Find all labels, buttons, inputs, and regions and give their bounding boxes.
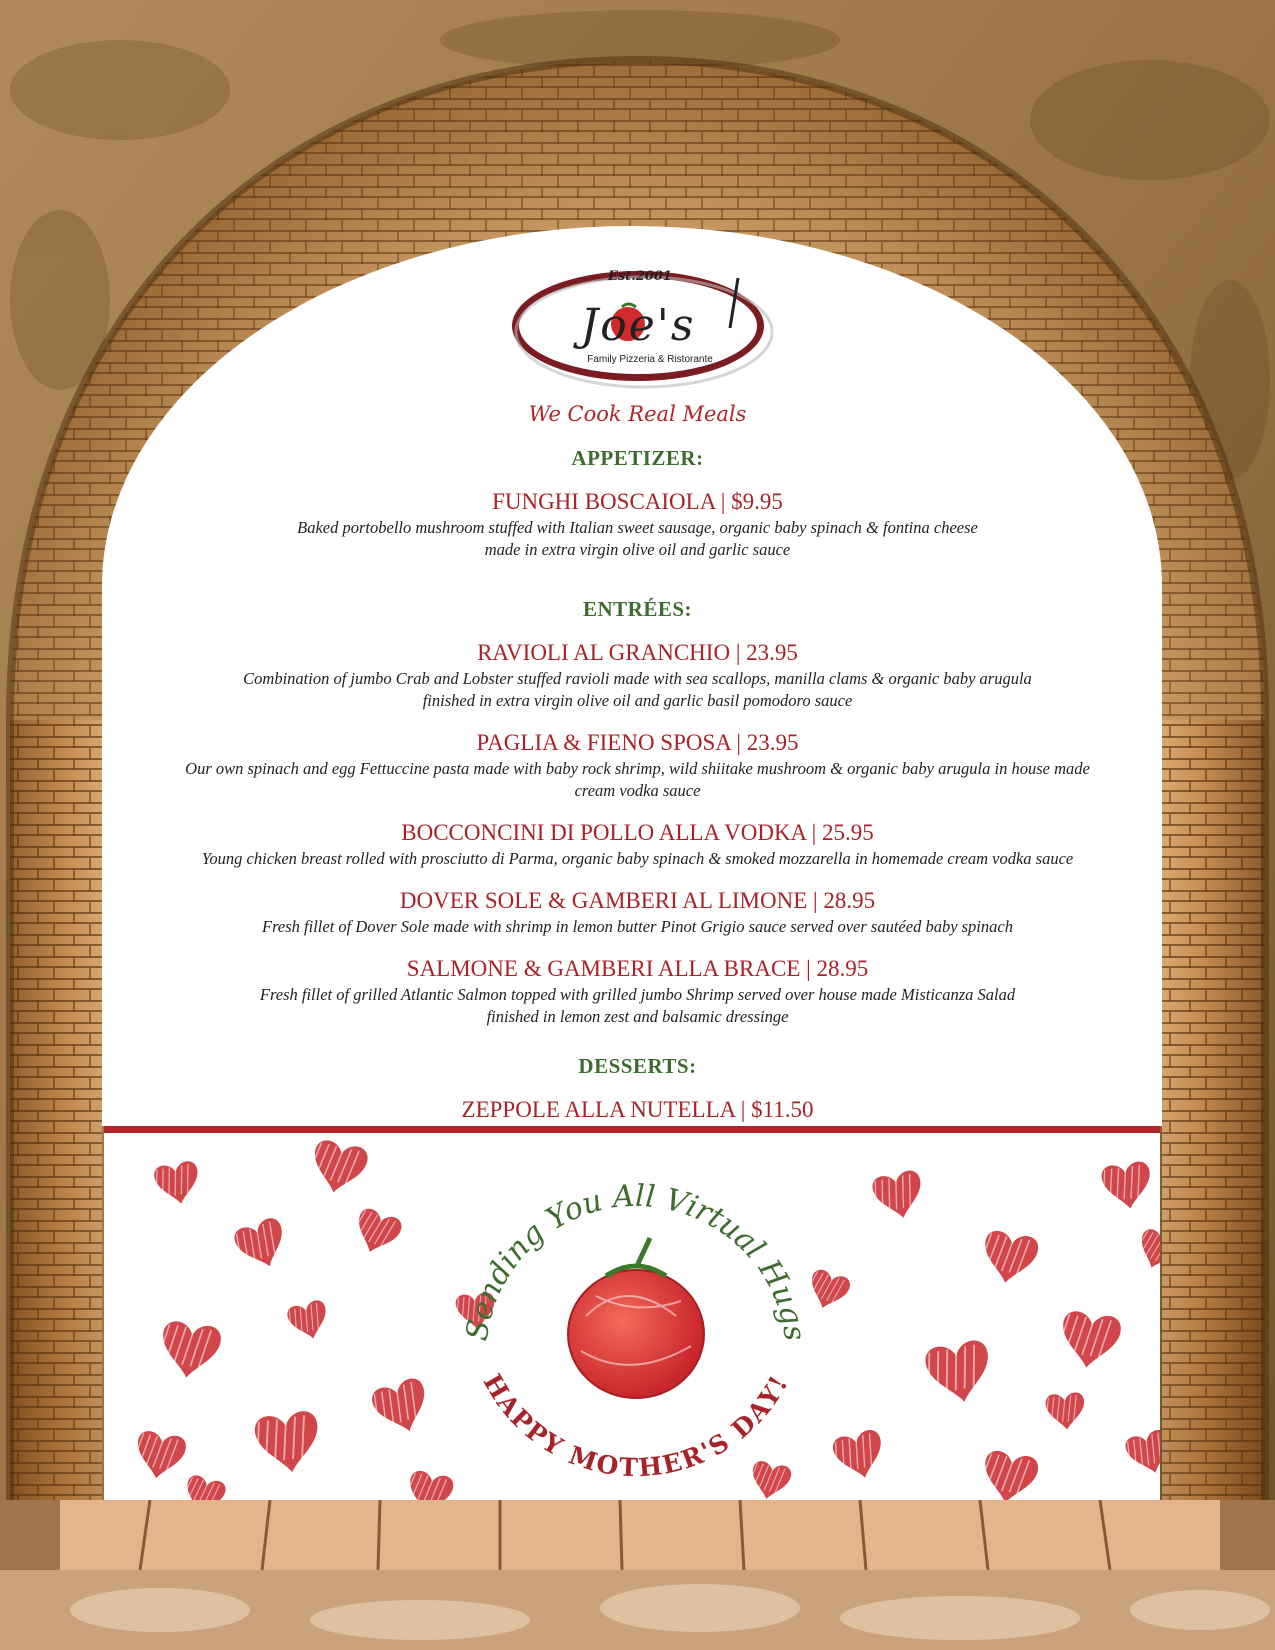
menu-item-desc: Fresh fillet of Dover Sole made with shrimp in lemon butter Pinot Grigio sauce served over sautéed baby spinach	[262, 917, 1013, 936]
menu-item-desc: Young chicken breast rolled with prosciutto di Parma, organic baby spinach & smoked mozzarella in homemade cream vodka sauce	[201, 849, 1074, 868]
heart-icon	[1043, 1392, 1086, 1432]
heart-icon	[230, 1215, 293, 1275]
greeting-bottom-text: HAPPY MOTHER'S DAY!	[477, 1369, 795, 1483]
tomato-icon	[568, 1270, 704, 1398]
menu-item-title: RAVIOLI AL GRANCHIO | 23.95	[477, 640, 798, 665]
heart-icon	[151, 1160, 203, 1208]
menu-content	[140, 446, 1135, 1125]
heart-icon	[829, 1428, 889, 1484]
slogan: We Cook Real Meals	[528, 402, 747, 426]
entrees-heading: ENTRÉES:	[582, 597, 693, 621]
greeting-emblem	[446, 1136, 826, 1496]
desserts-heading: DESSERTS:	[578, 1054, 697, 1078]
heart-icon	[367, 1375, 435, 1439]
menu-item-title: ZEPPOLE ALLA NUTELLA | $11.50	[461, 1097, 814, 1122]
restaurant-logo	[500, 258, 780, 393]
menu-item-title: DOVER SOLE & GAMBERI AL LIMONE | 28.95	[399, 888, 876, 913]
heart-icon	[1055, 1309, 1122, 1371]
menu-item-title: BOCCONCINI DI POLLO ALLA VODKA | 25.95	[401, 820, 874, 845]
menu-item-desc: Baked portobello mushroom stuffed with Italian sweet sausage, organic baby spinach & fontina cheese made in extra virgin olive oil and garlic sauce	[297, 518, 978, 559]
heart-icon	[348, 1206, 404, 1260]
heart-icon	[306, 1138, 370, 1198]
heart-icon	[869, 1169, 927, 1224]
heart-icon	[977, 1229, 1040, 1288]
heart-icon	[921, 1338, 995, 1407]
heart-icon	[251, 1409, 324, 1476]
menu-item-desc: Fresh fillet of grilled Atlantic Salmon topped with grilled jumbo Shrimp served over house made Misticanza Salad finished in lemon zest and balsamic dressinge	[259, 985, 1016, 1026]
greeting-top-text: Sending You All Virtual Hugs	[459, 1178, 813, 1344]
stone-sill	[0, 1500, 1275, 1650]
menu-item-desc: Combination of jumbo Crab and Lobster stuffed ravioli made with sea scallops, manilla clams & organic baby arugula finished in extra virgin olive oil and garlic basil pomodoro sauce	[243, 669, 1032, 710]
menu-item-title: PAGLIA & FIENO SPOSA | 23.95	[476, 730, 799, 755]
heart-icon	[1098, 1160, 1154, 1212]
heart-icon	[977, 1449, 1040, 1507]
logo-name-text: Joe's	[580, 300, 696, 351]
menu-item-title: SALMONE & GAMBERI ALLA BRACE | 28.95	[406, 956, 869, 981]
menu-item-desc: Our own spinach and egg Fettuccine pasta made with baby rock shrimp, wild shiitake mushroom & organic baby arugula in house made cream vodka sauce	[185, 759, 1090, 800]
heart-icon	[155, 1319, 222, 1381]
logo-subtitle-text: Family Pizzeria & Ristorante	[587, 354, 713, 365]
appetizer-heading: APPETIZER:	[571, 446, 704, 470]
heart-icon	[284, 1298, 332, 1343]
menu-item-title: FUNGHI BOSCAIOLA | $9.95	[492, 489, 783, 514]
heart-icon	[1132, 1226, 1160, 1274]
heart-icon	[130, 1429, 187, 1482]
heart-icon	[1122, 1428, 1160, 1480]
logo-est-text: Est.2001	[608, 269, 672, 284]
